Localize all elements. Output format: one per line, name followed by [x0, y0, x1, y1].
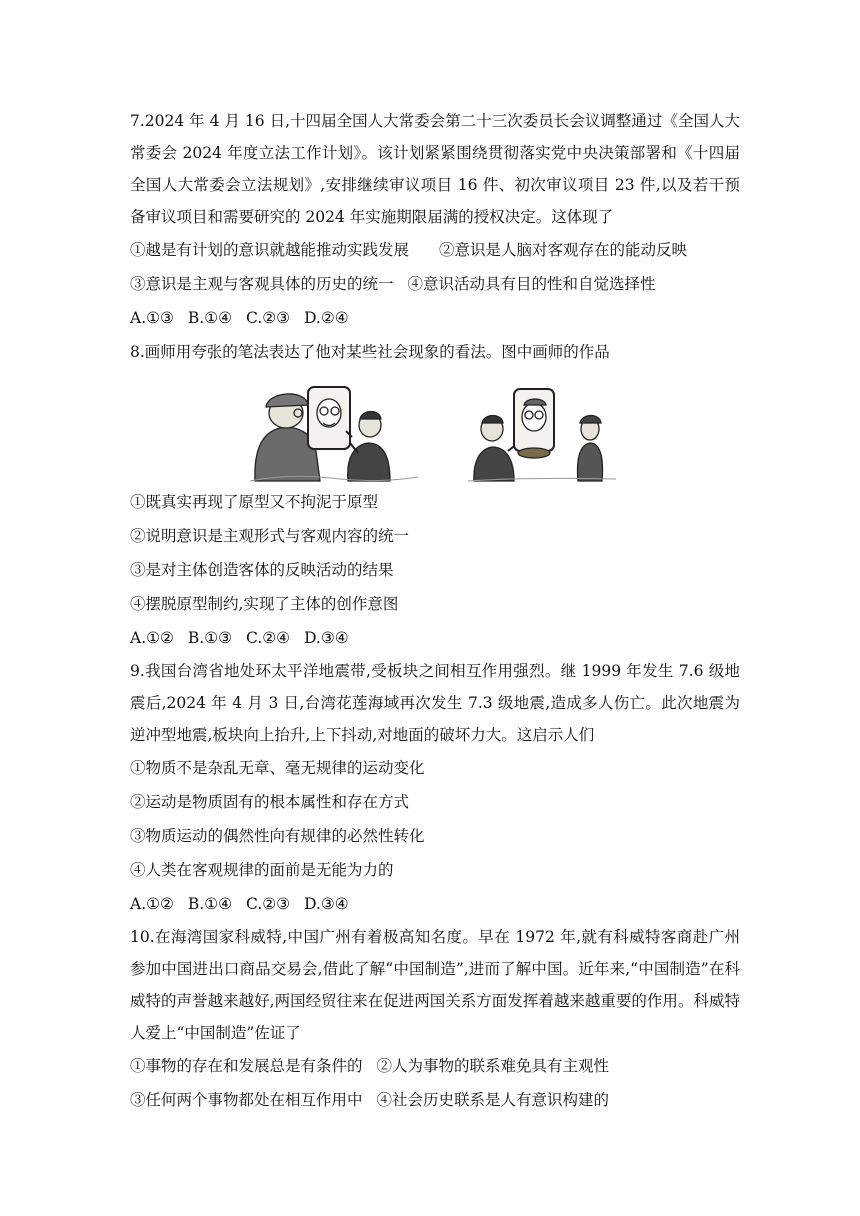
- question-9: [130, 655, 740, 921]
- question-8-choice-c: C.②④: [246, 629, 291, 647]
- question-7-choice-a: A.①③: [130, 309, 174, 327]
- question-10: [130, 921, 740, 1117]
- question-9-choice-c: C.②③: [246, 895, 291, 913]
- question-8-choice-a: A.①②: [130, 629, 174, 647]
- question-10-stem: 10.在海湾国家科威特,中国广州有着极高知名度。早在 1972 年,就有科威特客商赴广州参加中国进出口商品交易会,借此了解“中国制造”,进而了解中国。近年来,“中国制造”在科威特的声誉越来越好,两国经贸往来在促进两国关系方面发挥着越来越重要的作用。科威特人爱上“中国制造”佐证了: [130, 928, 740, 1042]
- question-8-option-3: ③是对主体创造客体的反映活动的结果: [130, 561, 394, 579]
- question-9-choices: [130, 887, 740, 921]
- question-10-option-2: ②人为事物的联系难免具有主观性: [376, 1057, 610, 1075]
- question-9-choice-b: B.①④: [187, 895, 233, 913]
- cartoon-right: [468, 373, 618, 483]
- question-7-choice-b: B.①④: [187, 309, 233, 327]
- question-8: [130, 335, 740, 655]
- question-9-option-4: ④人类在客观规律的面前是无能为力的: [130, 861, 394, 879]
- question-7-option-4: ④意识活动具有目的性和自觉选择性: [407, 275, 656, 293]
- question-10-option-1: ①事物的存在和发展总是有条件的: [130, 1057, 363, 1075]
- question-8-stem: 8.画师用夸张的笔法表达了他对某些社会现象的看法。图中画师的作品: [130, 343, 610, 361]
- question-9-option-1: ①物质不是杂乱无章、毫无规律的运动变化: [130, 759, 425, 777]
- question-9-choice-a: A.①②: [130, 895, 174, 913]
- question-7-choices: [130, 301, 740, 335]
- question-7-options-row-1: [130, 233, 740, 267]
- question-7: [130, 105, 740, 335]
- question-7-option-2: ②意识是人脑对客观存在的能动反映: [439, 241, 688, 259]
- question-9-option-2: ②运动是物质固有的根本属性和存在方式: [130, 793, 410, 811]
- question-8-choices: [130, 621, 740, 655]
- question-9-stem: 9.我国台湾省地处环太平洋地震带,受板块之间相互作用强烈。继 1999 年发生 7.6 级地震后,2024 年 4 月 3 日,台湾花莲海域再次发生 7.3 级地震,造成多人伤亡。此次地震为逆冲型地震,板块向上抬升,上下抖动,对地面的破坏力大。这启示人们: [130, 662, 740, 744]
- question-9-choice-d: D.③④: [304, 895, 349, 913]
- question-7-choice-c: C.②③: [246, 309, 291, 327]
- question-10-options-row-1: [130, 1049, 740, 1083]
- question-8-option-2: ②说明意识是主观形式与客观内容的统一: [130, 527, 410, 545]
- question-7-choice-d: D.②④: [304, 309, 349, 327]
- question-7-stem: 7.2024 年 4 月 16 日,十四届全国人大常委会第二十三次委员长会议调整通过《全国人大常委会 2024 年度立法工作计划》。该计划紧紧围绕贯彻落实党中央决策部署和《十四届全国人大常委会立法规划》,安排继续审议项目 16 件、初次审议项目 23 件,以及若干预备审议项目和需要研究的 2024 年实施期限届满的授权决定。这体现了: [130, 112, 740, 226]
- question-10-option-4: ④社会历史联系是人有意识构建的: [376, 1091, 610, 1109]
- question-10-option-3: ③任何两个事物都处在相互作用中: [130, 1091, 363, 1109]
- question-9-option-3: ③物质运动的偶然性向有规律的必然性转化: [130, 827, 425, 845]
- cartoon-illustration: [130, 373, 740, 483]
- question-8-option-1: ①既真实再现了原型又不拘泥于原型: [130, 493, 379, 511]
- question-8-choice-d: D.③④: [304, 629, 349, 647]
- question-7-option-3: ③意识是主观与客观具体的历史的统一: [130, 275, 394, 293]
- question-8-choice-b: B.①③: [187, 629, 233, 647]
- page-content: [130, 105, 740, 1117]
- question-10-options-row-2: [130, 1083, 740, 1117]
- question-8-option-4: ④摆脱原型制约,实现了主体的创作意图: [130, 595, 399, 613]
- question-7-options-row-2: [130, 267, 740, 301]
- cartoon-left: [250, 373, 420, 483]
- question-7-option-1: ①越是有计划的意识就越能推动实践发展: [130, 241, 410, 259]
